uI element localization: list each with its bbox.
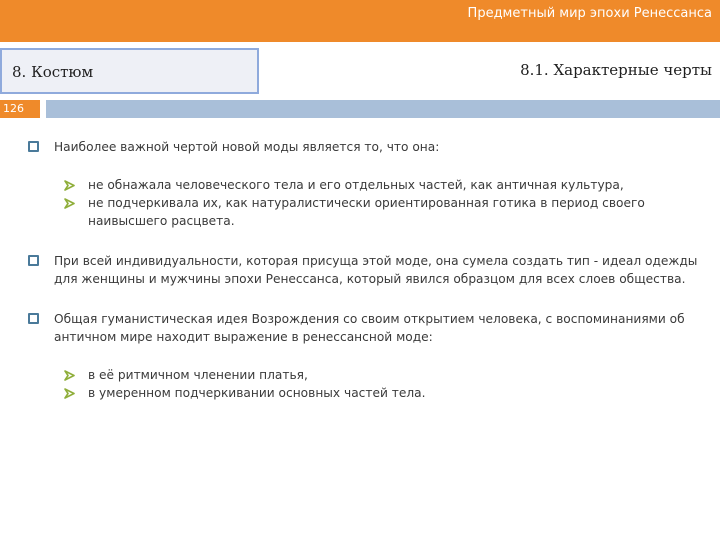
arrow-bullet-icon xyxy=(64,370,76,381)
checkbox-bullet-icon xyxy=(28,313,39,324)
sub-list-item-text: в её ритмичном членении платья, xyxy=(88,368,308,382)
section-label: 8. Костюм xyxy=(12,63,94,81)
sub-list-item-text: в умеренном подчеркивании основных частей тела. xyxy=(88,386,426,400)
sub-list-item xyxy=(64,176,704,194)
list-item xyxy=(28,310,704,346)
subsection-title: 8.1. Характерные черты xyxy=(520,61,712,79)
slide-content xyxy=(28,138,704,402)
arrow-bullet-icon xyxy=(64,180,76,191)
sub-list-item xyxy=(64,194,704,230)
arrow-bullet-icon xyxy=(64,388,76,399)
page-number-badge: 126 xyxy=(0,100,40,118)
section-box xyxy=(0,48,259,94)
list-item-text: Общая гуманистическая идея Возрождения со своим открытием человека, с воспоминаниями об античном мире находит выражение в ренессансной моде: xyxy=(54,312,685,344)
sub-list xyxy=(28,176,704,230)
sub-list-item-text: не обнажала человеческого тела и его отдельных частей, как античная культура, xyxy=(88,178,624,192)
list-item-text: Наиболее важной чертой новой моды является то, что она: xyxy=(54,140,440,154)
sub-list xyxy=(28,366,704,402)
header-title: Предметный мир эпохи Ренессанса xyxy=(467,6,712,21)
sub-list-item xyxy=(64,366,704,384)
list-item xyxy=(28,252,704,288)
arrow-bullet-icon xyxy=(64,198,76,209)
list-item-text: При всей индивидуальности, которая присуща этой моде, она сумела создать тип - идеал одежды для женщины и мужчины эпохи Ренессанса, который явился образцом для всех слоев общества. xyxy=(54,254,698,286)
checkbox-bullet-icon xyxy=(28,255,39,266)
sub-list-item xyxy=(64,384,704,402)
page-strip xyxy=(46,100,720,118)
header-bar xyxy=(0,0,720,42)
sub-list-item-text: не подчеркивала их, как натуралистически ориентированная готика в период своего наивысшего расцвета. xyxy=(88,196,645,228)
list-item xyxy=(28,138,704,156)
checkbox-bullet-icon xyxy=(28,141,39,152)
